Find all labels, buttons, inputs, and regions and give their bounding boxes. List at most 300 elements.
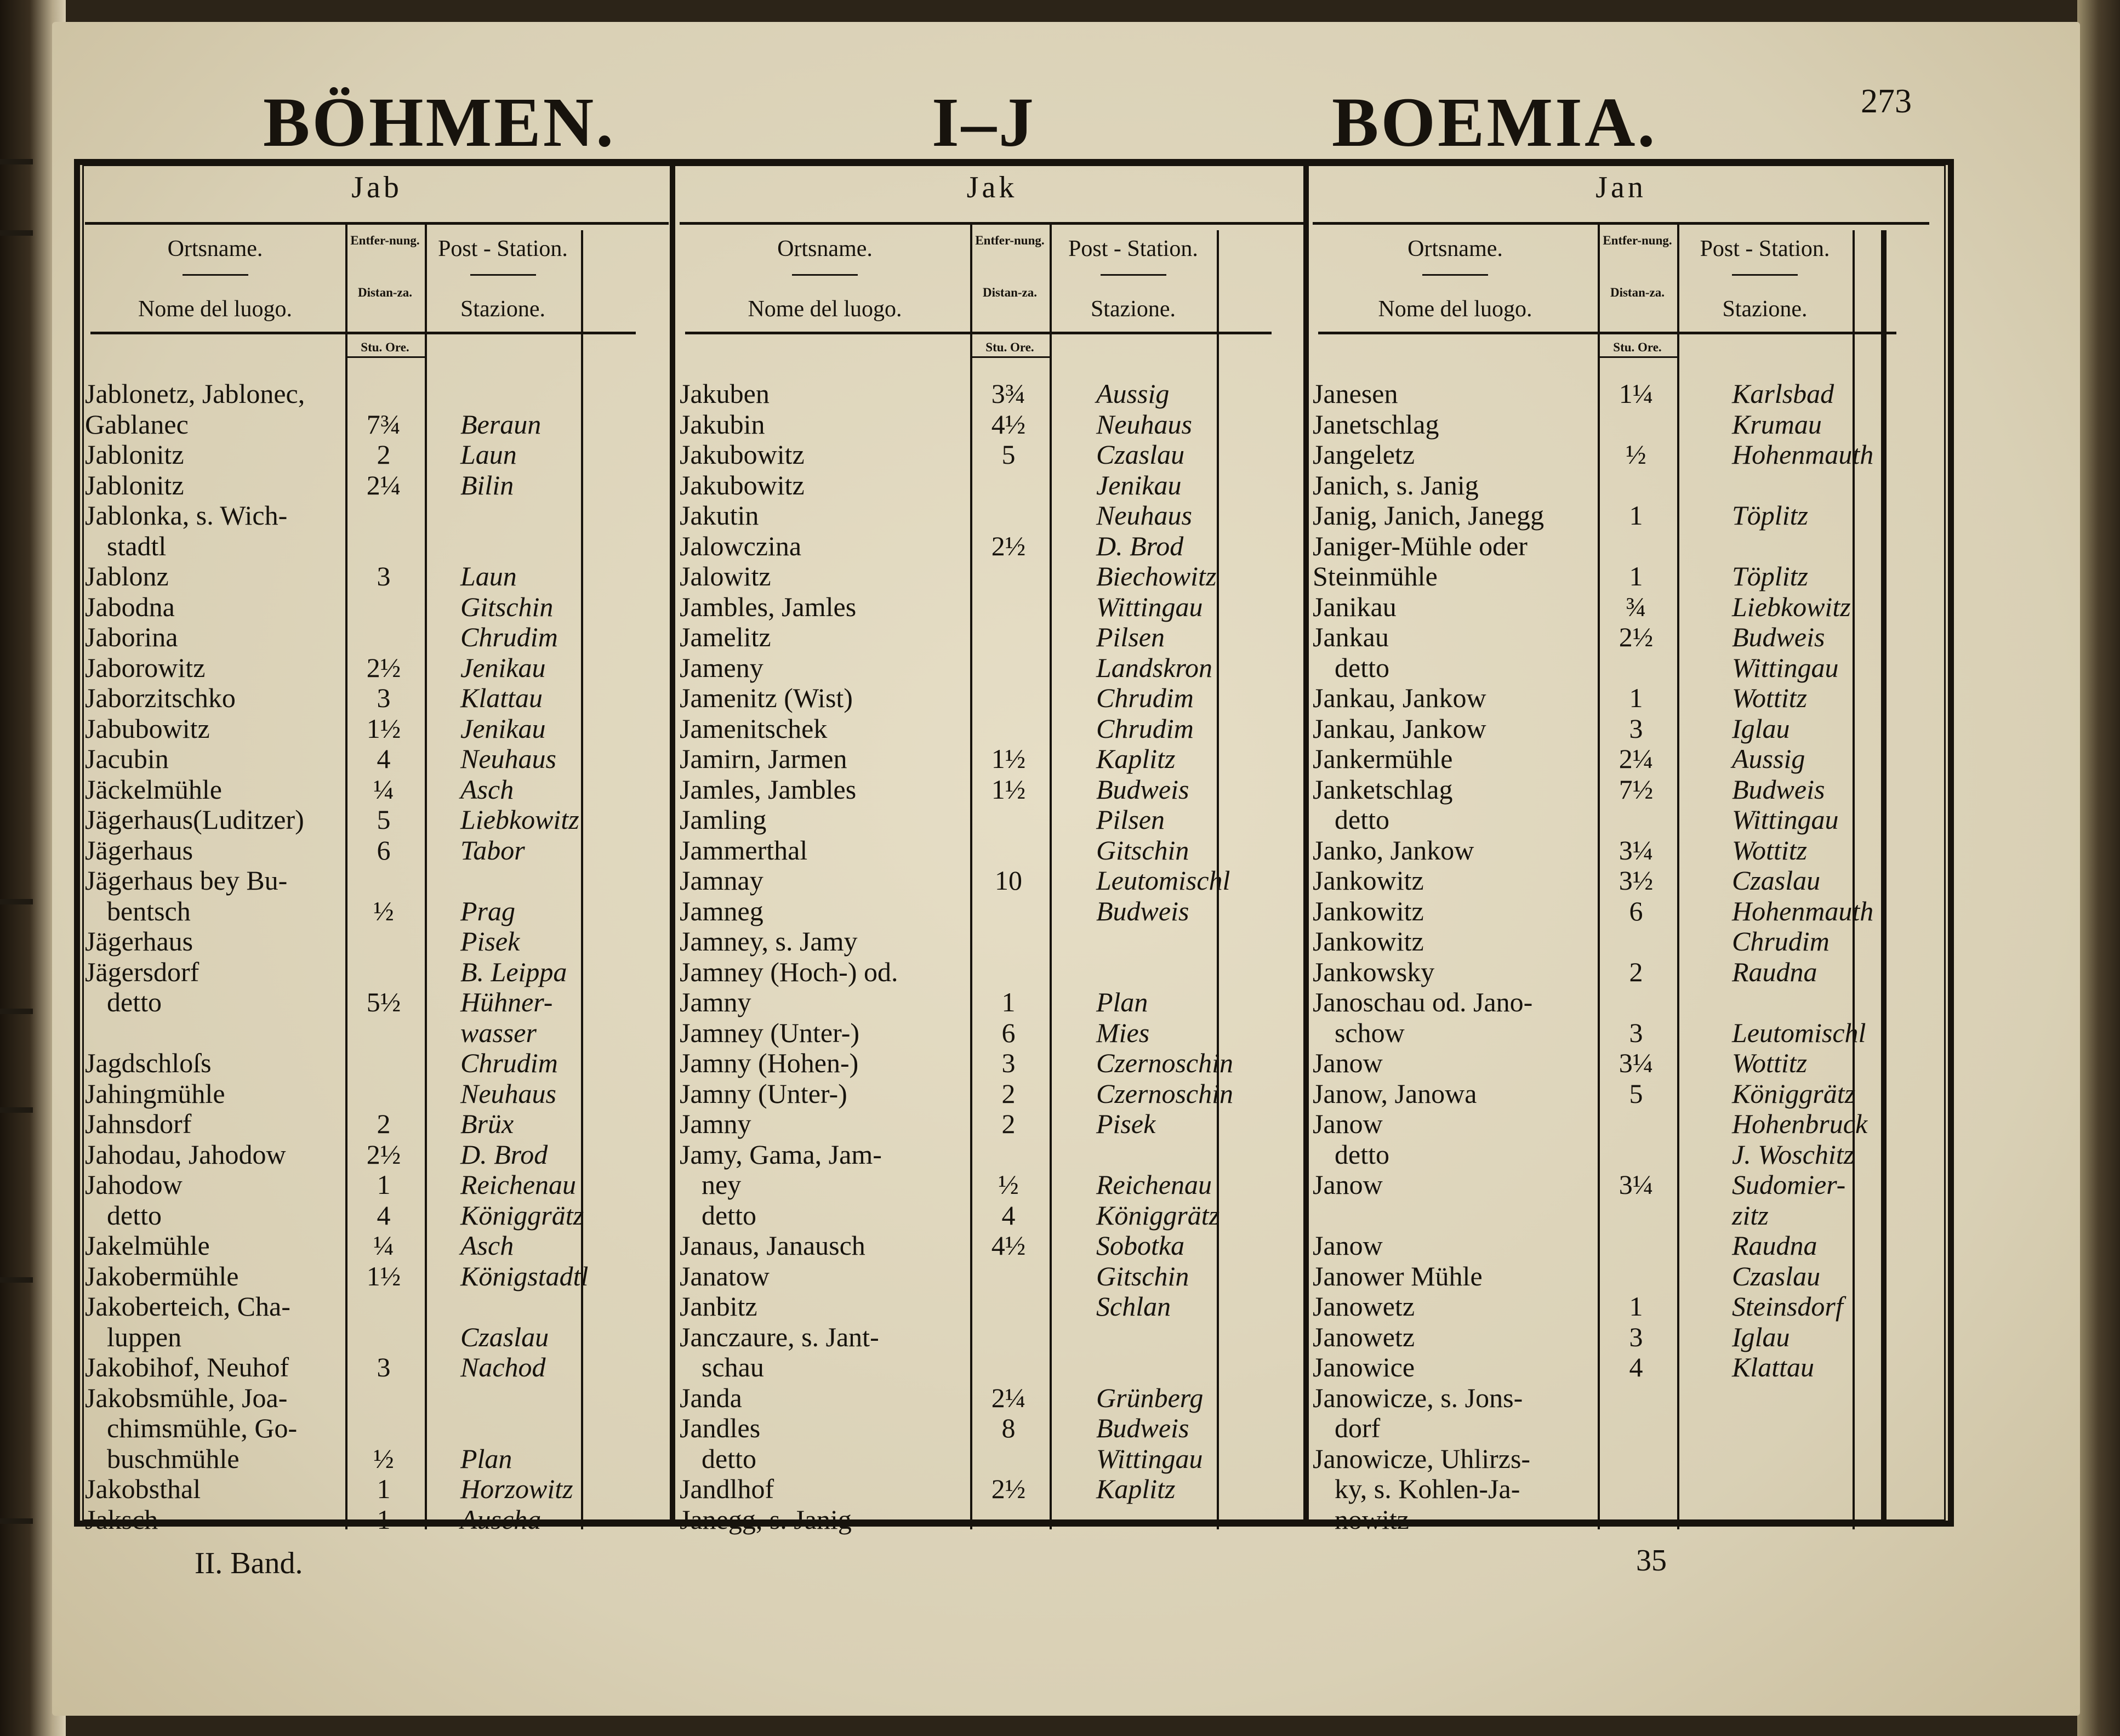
- place-name: Janatow: [680, 1260, 770, 1291]
- distance: 5: [377, 804, 391, 835]
- place-name: Jägerhaus bey Bu-: [85, 865, 288, 896]
- header-name-it: Nome del luogo.: [748, 297, 902, 322]
- place-name: Jamenitschek: [680, 713, 828, 744]
- table-row: [0, 1504, 2120, 1535]
- footer-signature: 35: [1636, 1544, 1667, 1578]
- post-station: Leutomischl: [1096, 865, 1230, 896]
- post-station: Jenikau: [460, 713, 546, 744]
- distance: 3¼: [1619, 1169, 1654, 1200]
- place-name: chimsmühle, Go-: [107, 1413, 298, 1443]
- distance: 2½: [366, 1139, 401, 1170]
- divider: [1598, 356, 1677, 358]
- header-dist-de: Entfer-nung.: [1603, 234, 1672, 247]
- place-name: Janaus, Janausch: [680, 1230, 865, 1261]
- post-station: Kaplitz: [1096, 743, 1176, 774]
- place-name: stadtl: [107, 530, 167, 561]
- post-station: Wottitz: [1732, 682, 1808, 713]
- place-name: Jahodau, Jahodow: [85, 1139, 286, 1170]
- distance: 2: [1001, 1078, 1016, 1109]
- place-name: Jankowitz: [1313, 865, 1424, 896]
- header-name-de: Ortsname.: [1407, 236, 1503, 261]
- rule: [680, 222, 1304, 225]
- place-name: Jamny: [680, 987, 751, 1017]
- section-label: Jab: [351, 170, 402, 204]
- place-name: Jamny (Hohen-): [680, 1048, 859, 1078]
- post-station: Aussig: [1732, 743, 1805, 774]
- place-name: Jankau, Jankow: [1313, 682, 1486, 713]
- distance: 4½: [991, 408, 1026, 440]
- post-station: Wittingau: [1732, 804, 1839, 835]
- place-name: Jägerhaus: [85, 926, 193, 957]
- post-station: Sobotka: [1096, 1230, 1185, 1261]
- place-name: Janko, Jankow: [1313, 834, 1474, 866]
- table-row: [0, 622, 2120, 652]
- place-name: Jakelmühle: [85, 1230, 210, 1261]
- post-station: Königgrätz: [1732, 1078, 1856, 1109]
- post-station: Jenikau: [460, 652, 546, 683]
- place-name: Jamny (Unter-): [680, 1078, 847, 1109]
- place-name: Jablonz: [85, 561, 169, 591]
- place-name: Janich, s. Janig: [1313, 469, 1479, 500]
- post-station: Hühner-: [460, 987, 553, 1017]
- header-units: Stu. Ore.: [361, 340, 409, 354]
- post-station: Czernoschin: [1096, 1078, 1233, 1109]
- place-name: Janegg, s. Janig: [680, 1504, 852, 1535]
- divider: [345, 356, 425, 358]
- post-station: Hohenmauth: [1732, 439, 1874, 470]
- distance: 2: [1629, 956, 1643, 987]
- table-row: [0, 1108, 2120, 1139]
- section-label: Jak: [966, 170, 1018, 204]
- post-station: Karlsbad: [1732, 378, 1834, 409]
- post-station: Königgrätz: [460, 1199, 584, 1231]
- header-name-it: Nome del luogo.: [138, 297, 293, 322]
- post-station: Beraun: [460, 408, 542, 440]
- post-station: J. Woschitz: [1732, 1139, 1855, 1170]
- place-name: Jalowczina: [680, 530, 802, 561]
- post-station: Budweis: [1096, 773, 1189, 805]
- place-name: detto: [107, 1199, 162, 1231]
- place-name: Janow: [1313, 1108, 1383, 1139]
- distance: ½: [373, 1443, 394, 1474]
- divider: [470, 274, 536, 276]
- post-station: Prag: [460, 895, 515, 926]
- place-name: Janoschau od. Jano-: [1313, 987, 1533, 1017]
- place-name: ky, s. Kohlen-Ja-: [1335, 1473, 1520, 1504]
- post-station: Sudomier-: [1732, 1169, 1846, 1200]
- place-name: Janowicze, Uhlirzs-: [1313, 1443, 1531, 1474]
- post-station: Czaslau: [1732, 865, 1821, 896]
- distance: 2¼: [366, 469, 401, 500]
- divider: [970, 356, 1050, 358]
- distance: 3¾: [991, 378, 1026, 409]
- post-station: B. Leippa: [460, 956, 567, 987]
- post-station: Chrudim: [1096, 682, 1194, 713]
- post-station: Pisek: [460, 926, 520, 957]
- post-station: Raudna: [1732, 1230, 1817, 1261]
- table-row: [0, 896, 2120, 926]
- place-name: Jamneg: [680, 895, 763, 926]
- distance: 3: [1629, 1017, 1643, 1048]
- table-row: [0, 1413, 2120, 1443]
- table-row: [0, 774, 2120, 805]
- header-name-it: Nome del luogo.: [1378, 297, 1532, 322]
- place-name: Jakobsmühle, Joa-: [85, 1382, 288, 1413]
- place-name: detto: [1335, 1139, 1389, 1170]
- post-station: Plan: [460, 1443, 512, 1474]
- table-row: [0, 1443, 2120, 1474]
- distance: 2½: [1619, 622, 1654, 652]
- place-name: Jakubowitz: [680, 439, 805, 470]
- distance: 3: [377, 682, 391, 713]
- place-name: detto: [702, 1199, 756, 1231]
- distance: 2: [377, 439, 391, 470]
- post-station: Budweis: [1096, 1413, 1189, 1443]
- place-name: detto: [1335, 804, 1389, 835]
- distance: 1¼: [1619, 378, 1654, 409]
- place-name: Jabodna: [85, 591, 175, 622]
- distance: 1: [1629, 561, 1643, 591]
- distance: 1: [1629, 682, 1643, 713]
- post-station: Brüx: [460, 1108, 514, 1139]
- header-units: Stu. Ore.: [985, 340, 1034, 354]
- rule: [685, 332, 1272, 334]
- place-name: Janczaure, s. Jant-: [680, 1321, 879, 1352]
- distance: 2: [377, 1108, 391, 1139]
- place-name: Jagdschloſs: [85, 1048, 212, 1078]
- distance: 3½: [1619, 865, 1654, 896]
- place-name: detto: [107, 987, 162, 1017]
- place-name: Jablonitz: [85, 439, 184, 470]
- place-name: Janda: [680, 1382, 742, 1413]
- post-station: Neuhaus: [1096, 500, 1192, 531]
- post-station: Laun: [460, 561, 517, 591]
- footer-volume: II. Band.: [195, 1546, 303, 1580]
- section-label: Jan: [1595, 170, 1646, 204]
- table-row: [0, 378, 2120, 409]
- header-station-it: Stazione.: [1090, 297, 1176, 322]
- header-dist-it: Distan-za.: [982, 286, 1038, 299]
- place-name: Jaborina: [85, 622, 178, 652]
- divider: [1732, 274, 1798, 276]
- place-name: Janow: [1313, 1169, 1383, 1200]
- table-row: [0, 1139, 2120, 1170]
- place-name: detto: [1335, 652, 1389, 683]
- post-station: Chrudim: [460, 622, 558, 652]
- post-station: Mies: [1096, 1017, 1150, 1048]
- place-name: Jaborzitschko: [85, 682, 236, 713]
- distance: 1½: [991, 743, 1026, 774]
- table-row: [0, 713, 2120, 744]
- distance: 2½: [366, 652, 401, 683]
- place-name: Jangeletz: [1313, 439, 1415, 470]
- distance: 10: [995, 865, 1022, 896]
- distance: ½: [998, 1169, 1019, 1200]
- post-station: Tabor: [460, 834, 525, 866]
- place-name: Jakobsthal: [85, 1473, 201, 1504]
- divider: [1422, 274, 1488, 276]
- post-station: Reichenau: [460, 1169, 577, 1200]
- distance: 4: [377, 1199, 391, 1231]
- table-row: [0, 1200, 2120, 1231]
- place-name: Jandlhof: [680, 1473, 774, 1504]
- place-name: Jablonetz, Jablonec,: [85, 378, 305, 409]
- section-divider: [1303, 164, 1309, 1524]
- place-name: Janbitz: [680, 1291, 757, 1322]
- place-name: Jaksch: [85, 1504, 158, 1535]
- place-name: Jägerhaus: [85, 834, 193, 866]
- post-station: Biechowitz: [1096, 561, 1217, 591]
- table-row: [0, 1169, 2120, 1200]
- post-station: Neuhaus: [460, 1078, 556, 1109]
- post-station: Plan: [1096, 987, 1148, 1017]
- post-station: Leutomischl: [1732, 1017, 1866, 1048]
- table-row: [0, 1261, 2120, 1291]
- place-name: Jamney, s. Jamy: [680, 926, 858, 957]
- place-name: Gablanec: [85, 408, 189, 440]
- distance: 1: [377, 1504, 391, 1535]
- table-row: [0, 957, 2120, 987]
- place-name: schow: [1335, 1017, 1405, 1048]
- distance: 1½: [366, 713, 401, 744]
- place-name: Jandles: [680, 1413, 761, 1443]
- header-dist-it: Distan-za.: [357, 286, 413, 299]
- place-name: Jamenitz (Wist): [680, 682, 853, 713]
- distance: 1: [1629, 1291, 1643, 1322]
- post-station: Krumau: [1732, 408, 1822, 440]
- table-row: [0, 1473, 2120, 1504]
- table-row: [0, 835, 2120, 866]
- post-station: Bilin: [460, 469, 514, 500]
- distance: 2¼: [1619, 743, 1654, 774]
- post-station: Wittingau: [1096, 1443, 1203, 1474]
- distance: ¼: [373, 1230, 394, 1261]
- distance: 3: [1629, 1321, 1643, 1352]
- place-name: Steinmühle: [1313, 561, 1438, 591]
- place-name: Jankermühle: [1313, 743, 1453, 774]
- place-name: Janower Mühle: [1313, 1260, 1483, 1291]
- post-station: Budweis: [1732, 773, 1825, 805]
- table-row: [0, 470, 2120, 500]
- place-name: Jakuben: [680, 378, 770, 409]
- place-name: Jahodow: [85, 1169, 183, 1200]
- place-name: luppen: [107, 1321, 182, 1352]
- place-name: Janow, Janowa: [1313, 1078, 1477, 1109]
- place-name: Jägersdorf: [85, 956, 200, 987]
- distance: 1: [1629, 500, 1643, 531]
- table-row: [0, 1078, 2120, 1109]
- place-name: Jamney (Hoch-) od.: [680, 956, 898, 987]
- post-station: Czaslau: [460, 1321, 549, 1352]
- post-station: Hohenmauth: [1732, 895, 1874, 926]
- section-divider: [1881, 230, 1887, 1524]
- place-name: Jamney (Unter-): [680, 1017, 860, 1048]
- post-station: Neuhaus: [1096, 408, 1192, 440]
- post-station: Czernoschin: [1096, 1048, 1233, 1078]
- header-station-de: Post - Station.: [1068, 236, 1198, 261]
- place-name: Jameny: [680, 652, 763, 683]
- place-name: detto: [702, 1443, 756, 1474]
- header-dist-de: Entfer-nung.: [350, 234, 420, 247]
- header-dist-de: Entfer-nung.: [975, 234, 1045, 247]
- place-name: Janetschlag: [1313, 408, 1439, 440]
- distance: 1: [377, 1473, 391, 1504]
- post-station: Klattau: [460, 682, 543, 713]
- header-dist-it: Distan-za.: [1610, 286, 1665, 299]
- section-divider: [670, 164, 675, 1524]
- distance: ¾: [1626, 591, 1646, 622]
- post-station: Asch: [460, 1230, 514, 1261]
- distance: 5½: [366, 987, 401, 1017]
- distance: 3: [377, 561, 391, 591]
- place-name: Janesen: [1313, 378, 1398, 409]
- place-name: Janikau: [1313, 591, 1397, 622]
- header-right: BOEMIA.: [1332, 83, 1657, 161]
- place-name: Jankowitz: [1313, 895, 1424, 926]
- post-station: Auscha: [460, 1504, 542, 1535]
- post-station: Iglau: [1732, 713, 1790, 744]
- place-name: Jägerhaus(Luditzer): [85, 804, 304, 835]
- table-row: [0, 531, 2120, 561]
- place-name: Jakobermühle: [85, 1260, 239, 1291]
- place-name: Jamy, Gama, Jam-: [680, 1139, 882, 1170]
- distance: 4½: [991, 1230, 1026, 1261]
- post-station: Czaslau: [1732, 1260, 1821, 1291]
- table-row: [0, 682, 2120, 713]
- distance: 2½: [991, 1473, 1026, 1504]
- post-station: Wittingau: [1096, 591, 1203, 622]
- distance: 6: [1629, 895, 1643, 926]
- place-name: Jambles, Jamles: [680, 591, 857, 622]
- post-station: Liebkowitz: [1732, 591, 1851, 622]
- post-station: D. Brod: [1096, 530, 1184, 561]
- distance: 1½: [366, 1260, 401, 1291]
- post-station: D. Brod: [460, 1139, 548, 1170]
- divider: [1101, 274, 1166, 276]
- post-station: Neuhaus: [460, 743, 556, 774]
- post-station: Wittingau: [1732, 652, 1839, 683]
- place-name: ney: [702, 1169, 742, 1200]
- table-row: [0, 804, 2120, 835]
- place-name: Jahnsdorf: [85, 1108, 192, 1139]
- post-station: Gitschin: [1096, 834, 1189, 866]
- distance: 4: [1001, 1199, 1016, 1231]
- place-name: Jablonka, s. Wich-: [85, 500, 288, 531]
- place-name: Janowice: [1313, 1352, 1415, 1382]
- rule: [1318, 332, 1896, 334]
- header-name-de: Ortsname.: [777, 236, 873, 261]
- post-station: Budweis: [1732, 622, 1825, 652]
- place-name: Jamling: [680, 804, 767, 835]
- post-station: Iglau: [1732, 1321, 1790, 1352]
- table-row: [0, 1352, 2120, 1382]
- post-station: Asch: [460, 773, 514, 805]
- table-row: [0, 500, 2120, 531]
- distance: 4: [1629, 1352, 1643, 1382]
- post-station: Chrudim: [1096, 713, 1194, 744]
- post-station: Steinsdorf: [1732, 1291, 1843, 1322]
- place-name: Jablonitz: [85, 469, 184, 500]
- place-name: Jankowitz: [1313, 926, 1424, 957]
- distance: 7¾: [366, 408, 401, 440]
- distance: 3: [377, 1352, 391, 1382]
- post-station: Horzowitz: [460, 1473, 573, 1504]
- place-name: dorf: [1335, 1413, 1381, 1443]
- post-station: Budweis: [1096, 895, 1189, 926]
- table-row: [0, 1017, 2120, 1048]
- post-station: Töplitz: [1732, 500, 1808, 531]
- post-station: Schlan: [1096, 1291, 1171, 1322]
- post-station: Czaslau: [1096, 439, 1185, 470]
- table-row: [0, 1048, 2120, 1078]
- post-station: Landskron: [1096, 652, 1213, 683]
- place-name: Jankowsky: [1313, 956, 1435, 987]
- place-name: Janow: [1313, 1048, 1383, 1078]
- place-name: Jamny: [680, 1108, 751, 1139]
- place-name: Janow: [1313, 1230, 1383, 1261]
- post-station: zitz: [1732, 1199, 1769, 1231]
- distance: 2½: [991, 530, 1026, 561]
- post-station: Gitschin: [1096, 1260, 1189, 1291]
- divider: [183, 274, 248, 276]
- post-station: Wottitz: [1732, 1048, 1808, 1078]
- post-station: Nachod: [460, 1352, 546, 1382]
- post-station: Raudna: [1732, 956, 1817, 987]
- distance: 3: [1001, 1048, 1016, 1078]
- place-name: Jamelitz: [680, 622, 771, 652]
- place-name: Jankau, Jankow: [1313, 713, 1486, 744]
- distance: 7½: [1619, 773, 1654, 805]
- post-station: Reichenau: [1096, 1169, 1212, 1200]
- table-row: [0, 1291, 2120, 1322]
- place-name: Jakubin: [680, 408, 765, 440]
- header-station-it: Stazione.: [1722, 297, 1808, 322]
- distance: 3: [1629, 713, 1643, 744]
- distance: 3¼: [1619, 834, 1654, 866]
- header-station-de: Post - Station.: [1700, 236, 1830, 261]
- distance: 1: [377, 1169, 391, 1200]
- place-name: Janowetz: [1313, 1291, 1415, 1322]
- distance: ½: [1626, 439, 1646, 470]
- table-row: [0, 561, 2120, 591]
- place-name: Jalowitz: [680, 561, 771, 591]
- place-name: buschmühle: [107, 1443, 240, 1474]
- post-station: Gitschin: [460, 591, 554, 622]
- distance: 1: [1001, 987, 1016, 1017]
- place-name: Jammerthal: [680, 834, 808, 866]
- header-name-de: Ortsname.: [167, 236, 263, 261]
- distance: ½: [373, 895, 394, 926]
- place-name: Janowicze, s. Jons-: [1313, 1382, 1523, 1413]
- distance: 2¼: [991, 1382, 1026, 1413]
- place-name: Jakutin: [680, 500, 759, 531]
- distance: 5: [1001, 439, 1016, 470]
- table-row: [0, 409, 2120, 440]
- post-station: Pisek: [1096, 1108, 1156, 1139]
- table-row: [0, 743, 2120, 774]
- place-name: Jamles, Jambles: [680, 773, 857, 805]
- page-number: 273: [1861, 83, 1912, 120]
- place-name: Jamnay: [680, 865, 763, 896]
- post-station: Königstadtl: [460, 1260, 589, 1291]
- rule: [85, 222, 669, 225]
- divider: [792, 274, 858, 276]
- place-name: Janiger-Mühle oder: [1313, 530, 1528, 561]
- place-name: schau: [702, 1352, 764, 1382]
- distance: 3¼: [1619, 1048, 1654, 1078]
- table-row: [0, 591, 2120, 622]
- post-station: Laun: [460, 439, 517, 470]
